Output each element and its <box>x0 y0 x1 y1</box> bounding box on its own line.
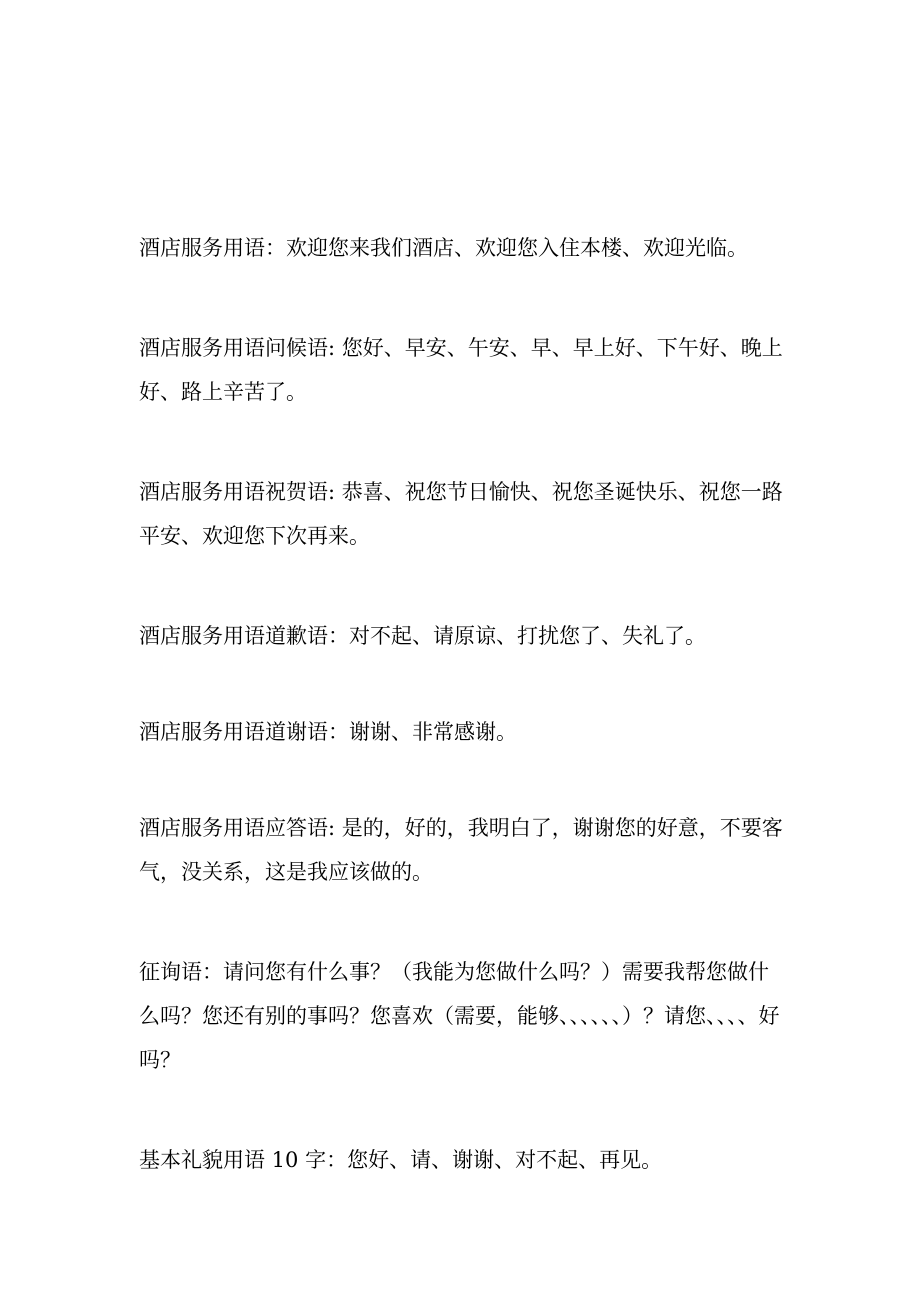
greeting-phrases-paragraph: 酒店服务用语问候语: 您好、早安、午安、早、早上好、下午好、晚上好、路上辛苦了。 <box>139 336 783 404</box>
basic-courtesy-phrases-paragraph: 基本礼貌用语 10 字：您好、请、谢谢、对不起、再见。 <box>139 1148 663 1172</box>
response-phrases-paragraph: 酒店服务用语应答语: 是的，好的，我明白了，谢谢您的好意，不要客气，没关系，这是我应该做的。 <box>139 816 783 884</box>
thanks-phrases-paragraph: 酒店服务用语道谢语：谢谢、非常感谢。 <box>139 720 517 744</box>
congratulation-phrases-paragraph: 酒店服务用语祝贺语: 恭喜、祝您节日愉快、祝您圣诞快乐、祝您一路平安、欢迎您下次再来。 <box>139 480 783 548</box>
inquiry-phrases-paragraph: 征询语：请问您有什么事？（我能为您做什么吗？）需要我帮您做什么吗？您还有别的事吗？您喜欢（需要，能够、、、、、、）？请您、、、、好吗？ <box>139 960 780 1072</box>
welcome-phrases-paragraph: 酒店服务用语：欢迎您来我们酒店、欢迎您入住本楼、欢迎光临。 <box>139 236 748 260</box>
apology-phrases-paragraph: 酒店服务用语道歉语：对不起、请原谅、打扰您了、失礼了。 <box>139 624 706 648</box>
